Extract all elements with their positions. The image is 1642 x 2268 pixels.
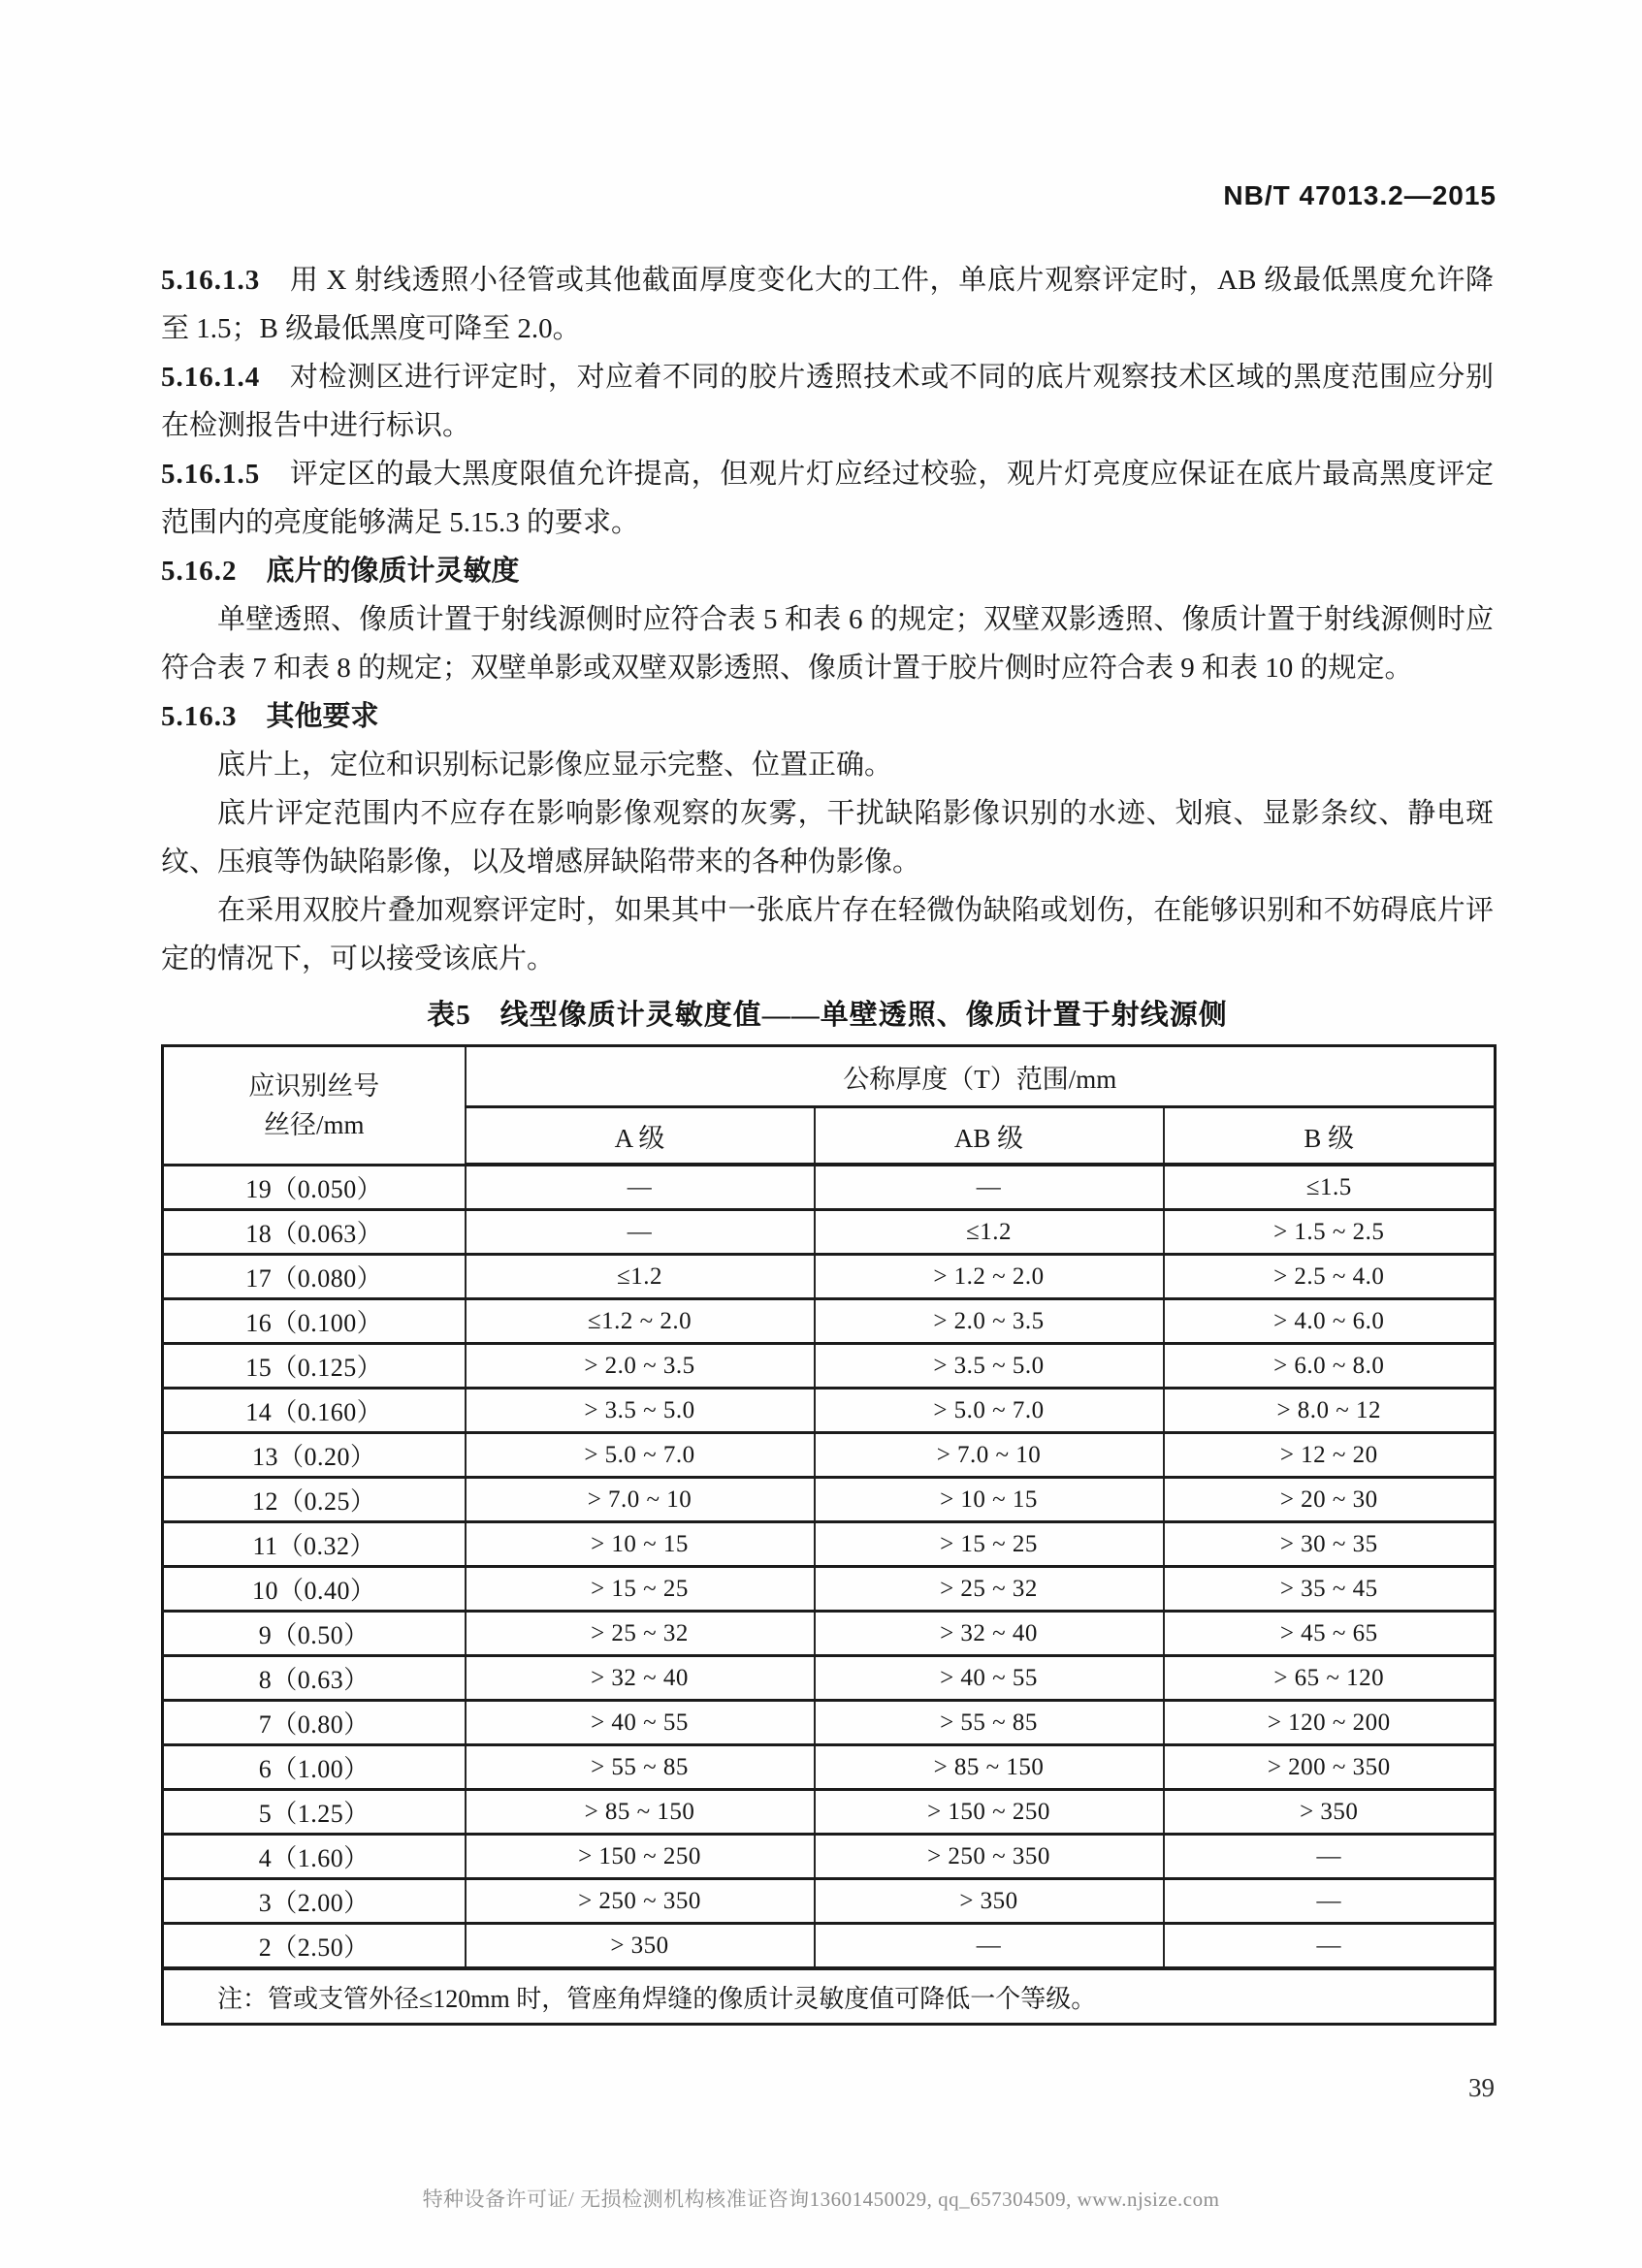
page-number: 39 xyxy=(1468,2073,1495,2102)
grade-ab-cell: > 10 ~ 15 xyxy=(815,1478,1164,1522)
grade-a-cell: — xyxy=(466,1210,815,1255)
wire-number-cell: 19（0.050） xyxy=(163,1165,466,1210)
grade-b-cell: > 20 ~ 30 xyxy=(1164,1478,1496,1522)
table-note-row xyxy=(163,1968,1496,2025)
grade-ab-cell: — xyxy=(815,1924,1164,1969)
table-row xyxy=(163,1835,1496,1879)
table-row xyxy=(163,1210,1496,1255)
grade-a-cell: > 10 ~ 15 xyxy=(466,1522,815,1567)
grade-a-cell: — xyxy=(466,1165,815,1210)
table-row xyxy=(163,1165,1496,1210)
table-row xyxy=(163,1255,1496,1299)
grade-a-cell: > 150 ~ 250 xyxy=(466,1835,815,1879)
wire-number-cell: 4（1.60） xyxy=(163,1835,466,1879)
grade-ab-cell: > 55 ~ 85 xyxy=(815,1701,1164,1745)
clause-number: 5.16.1.4 xyxy=(161,362,261,393)
clause-number: 5.16.1.3 xyxy=(161,265,261,296)
wire-number-cell: 5（1.25） xyxy=(163,1790,466,1835)
grade-b-cell: > 200 ~ 350 xyxy=(1164,1745,1496,1790)
clause-paragraph: 5.16.1.5 评定区的最大黑度限值允许提高，但观片灯应经过校验，观片灯亮度应保证在底片最高黑度评定范围内的亮度能够满足 5.15.3 的要求。 xyxy=(161,459,1494,538)
grade-b-cell: > 4.0 ~ 6.0 xyxy=(1164,1299,1496,1344)
table-row xyxy=(163,1745,1496,1790)
grade-a-cell: ≤1.2 xyxy=(466,1255,815,1299)
nominal-thickness-header: 公称厚度（T）范围/mm xyxy=(466,1046,1496,1107)
grade-ab-cell: > 85 ~ 150 xyxy=(815,1745,1164,1790)
table-row xyxy=(163,1924,1496,1969)
table-row xyxy=(163,1656,1496,1701)
grade-ab-cell: > 350 xyxy=(815,1879,1164,1924)
grade-ab-cell: > 1.2 ~ 2.0 xyxy=(815,1255,1164,1299)
clause-number: 5.16.3 xyxy=(161,701,238,732)
wire-number-header-line2: 丝径/mm xyxy=(263,1109,365,1139)
grade-ab-cell: > 3.5 ~ 5.0 xyxy=(815,1344,1164,1389)
grade-a-cell: > 7.0 ~ 10 xyxy=(466,1478,815,1522)
grade-b-cell: > 30 ~ 35 xyxy=(1164,1522,1496,1567)
paragraph: 底片评定范围内不应存在影响影像观察的灰雾，干扰缺陷影像识别的水迹、划痕、显影条纹、静电斑纹、压痕等伪缺陷影像，以及增感屏缺陷带来的各种伪影像。 xyxy=(161,798,1494,878)
grade-ab-cell: > 5.0 ~ 7.0 xyxy=(815,1389,1164,1433)
grade-a-cell: > 25 ~ 32 xyxy=(466,1612,815,1656)
paragraph: 在采用双胶片叠加观察评定时，如果其中一张底片存在轻微伪缺陷或划伤，在能够识别和不妨碍底片评定的情况下，可以接受该底片。 xyxy=(161,895,1494,974)
table-row xyxy=(163,1701,1496,1745)
table-header-row-top xyxy=(163,1046,1496,1107)
wire-number-cell: 12（0.25） xyxy=(163,1478,466,1522)
table-row xyxy=(163,1478,1496,1522)
grade-b-cell: > 120 ~ 200 xyxy=(1164,1701,1496,1745)
wire-number-cell: 9（0.50） xyxy=(163,1612,466,1656)
table-row xyxy=(163,1567,1496,1612)
grade-ab-cell: > 15 ~ 25 xyxy=(815,1522,1164,1567)
grade-a-cell: > 3.5 ~ 5.0 xyxy=(466,1389,815,1433)
wire-number-cell: 8（0.63） xyxy=(163,1656,466,1701)
grade-b-cell: > 8.0 ~ 12 xyxy=(1164,1389,1496,1433)
grade-a-cell: > 40 ~ 55 xyxy=(466,1701,815,1745)
wire-number-cell: 18（0.063） xyxy=(163,1210,466,1255)
grade-b-cell: > 2.5 ~ 4.0 xyxy=(1164,1255,1496,1299)
table-row xyxy=(163,1879,1496,1924)
grade-b-cell: > 35 ~ 45 xyxy=(1164,1567,1496,1612)
table-row xyxy=(163,1433,1496,1478)
wire-number-cell: 14（0.160） xyxy=(163,1389,466,1433)
table-title: 表5 线型像质计灵敏度值——单壁透照、像质计置于射线源侧 xyxy=(427,1000,1228,1031)
grade-b-cell: > 65 ~ 120 xyxy=(1164,1656,1496,1701)
grade-a-cell: > 5.0 ~ 7.0 xyxy=(466,1433,815,1478)
grade-a-header: A 级 xyxy=(466,1107,815,1166)
grade-ab-cell: ≤1.2 xyxy=(815,1210,1164,1255)
iqi-sensitivity-table xyxy=(161,1044,1497,2026)
grade-b-cell: ≤1.5 xyxy=(1164,1165,1496,1210)
grade-a-cell: > 350 xyxy=(466,1924,815,1969)
paragraph: 底片上，定位和识别标记影像应显示完整、位置正确。 xyxy=(217,750,893,781)
grade-ab-cell: > 2.0 ~ 3.5 xyxy=(815,1299,1164,1344)
clause-paragraph: 5.16.3 其他要求 xyxy=(161,701,379,732)
paragraph: 单壁透照、像质计置于射线源侧时应符合表 5 和表 6 的规定；双壁双影透照、像质计置于射线源侧时应符合表 7 和表 8 的规定；双壁单影或双壁双影透照、像质计置于胶片侧时应符合表 9 和表 10 的规定。 xyxy=(161,604,1494,684)
wire-number-cell: 2（2.50） xyxy=(163,1924,466,1969)
wire-number-header xyxy=(163,1046,466,1166)
wire-number-cell: 3（2.00） xyxy=(163,1879,466,1924)
grade-ab-cell: > 32 ~ 40 xyxy=(815,1612,1164,1656)
grade-b-cell: — xyxy=(1164,1835,1496,1879)
wire-number-cell: 15（0.125） xyxy=(163,1344,466,1389)
clause-number: 5.16.1.5 xyxy=(161,459,261,490)
clause-paragraph: 5.16.2 底片的像质计灵敏度 xyxy=(161,556,520,587)
grade-ab-cell: > 150 ~ 250 xyxy=(815,1790,1164,1835)
footer-service-line: 特种设备许可证/ 无损检测机构核准证咨询13601450029, qq_657304509, www.njsize.com xyxy=(422,2188,1220,2211)
grade-a-cell: > 15 ~ 25 xyxy=(466,1567,815,1612)
wire-number-cell: 11（0.32） xyxy=(163,1522,466,1567)
table-row xyxy=(163,1299,1496,1344)
grade-b-cell: > 45 ~ 65 xyxy=(1164,1612,1496,1656)
grade-b-cell: > 350 xyxy=(1164,1790,1496,1835)
grade-ab-cell: > 25 ~ 32 xyxy=(815,1567,1164,1612)
table-row xyxy=(163,1612,1496,1656)
grade-a-cell: > 55 ~ 85 xyxy=(466,1745,815,1790)
table-note: 注：管或支管外径≤120mm 时，管座角焊缝的像质计灵敏度值可降低一个等级。 xyxy=(163,1968,1496,2025)
table-row xyxy=(163,1790,1496,1835)
wire-number-cell: 10（0.40） xyxy=(163,1567,466,1612)
page-content xyxy=(161,256,1494,2026)
wire-number-cell: 16（0.100） xyxy=(163,1299,466,1344)
table-footer xyxy=(163,1968,1496,2025)
standard-number: NB/T 47013.2—2015 xyxy=(1223,180,1497,210)
clause-paragraph: 5.16.1.3 用 X 射线透照小径管或其他截面厚度变化大的工件，单底片观察评定时，AB 级最低黑度允许降至 1.5；B 级最低黑度可降至 2.0。 xyxy=(161,265,1494,344)
grade-b-cell: > 12 ~ 20 xyxy=(1164,1433,1496,1478)
body-paragraphs xyxy=(161,256,1494,983)
grade-a-cell: > 2.0 ~ 3.5 xyxy=(466,1344,815,1389)
grade-b-cell: — xyxy=(1164,1924,1496,1969)
wire-number-header-line1: 应识别丝号 xyxy=(248,1070,380,1101)
wire-number-cell: 6（1.00） xyxy=(163,1745,466,1790)
grade-ab-cell: > 250 ~ 350 xyxy=(815,1835,1164,1879)
grade-b-header: B 级 xyxy=(1164,1107,1496,1166)
table-row xyxy=(163,1522,1496,1567)
grade-a-cell: > 85 ~ 150 xyxy=(466,1790,815,1835)
grade-ab-cell: — xyxy=(815,1165,1164,1210)
table-header xyxy=(163,1046,1496,1166)
table-body xyxy=(163,1165,1496,1968)
clause-paragraph: 5.16.1.4 对检测区进行评定时，对应着不同的胶片透照技术或不同的底片观察技术区域的黑度范围应分别在检测报告中进行标识。 xyxy=(161,362,1494,441)
grade-a-cell: ≤1.2 ~ 2.0 xyxy=(466,1299,815,1344)
grade-ab-header: AB 级 xyxy=(815,1107,1164,1166)
wire-number-cell: 7（0.80） xyxy=(163,1701,466,1745)
grade-b-cell: > 1.5 ~ 2.5 xyxy=(1164,1210,1496,1255)
wire-number-cell: 13（0.20） xyxy=(163,1433,466,1478)
grade-a-cell: > 32 ~ 40 xyxy=(466,1656,815,1701)
grade-a-cell: > 250 ~ 350 xyxy=(466,1879,815,1924)
grade-b-cell: > 6.0 ~ 8.0 xyxy=(1164,1344,1496,1389)
grade-ab-cell: > 7.0 ~ 10 xyxy=(815,1433,1164,1478)
clause-number: 5.16.2 xyxy=(161,556,238,587)
wire-number-cell: 17（0.080） xyxy=(163,1255,466,1299)
table-row xyxy=(163,1389,1496,1433)
grade-b-cell: — xyxy=(1164,1879,1496,1924)
table-row xyxy=(163,1344,1496,1389)
grade-ab-cell: > 40 ~ 55 xyxy=(815,1656,1164,1701)
